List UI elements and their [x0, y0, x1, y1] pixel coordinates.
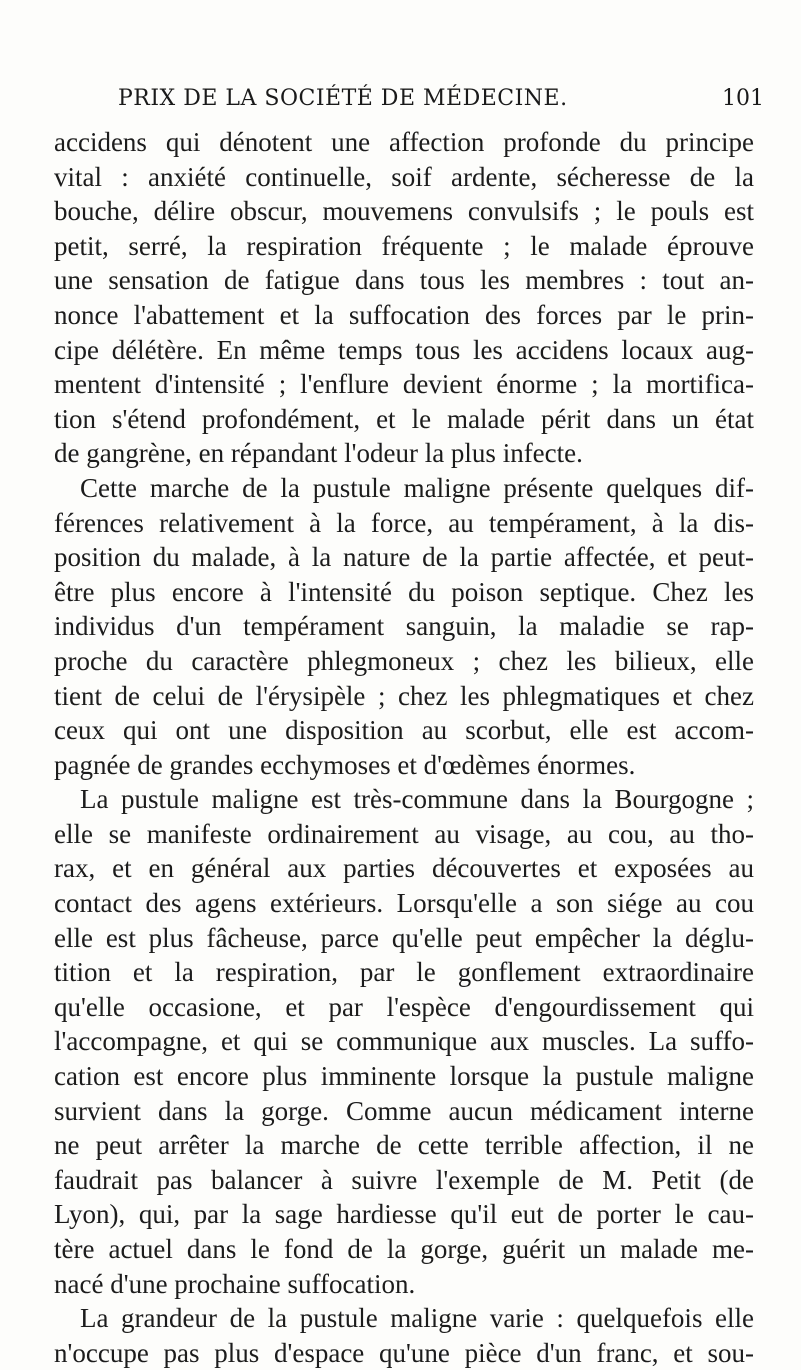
text-line: n'occupe pas plus d'espace qu'une pièce d'un franc, et sou- — [54, 1337, 754, 1368]
text-line: Lyon), qui, par la sage hardiesse qu'il eut de porter le cau- — [54, 1199, 754, 1230]
text-line: pagnée de grandes ecchymoses et d'œdèmes énormes. — [54, 749, 636, 780]
text-line: survient dans la gorge. Comme aucun médicament interne — [54, 1095, 754, 1126]
text-line: position du malade, à la nature de la partie affectée, et peut- — [54, 542, 754, 573]
text-line: cipe délétère. En même temps tous les accidens locaux aug- — [54, 334, 754, 365]
running-title: PRIX DE LA SOCIÉTÉ DE MÉDECINE. — [118, 86, 568, 111]
text-line: l'accompagne, et qui se communique aux muscles. La suffo- — [54, 1026, 754, 1057]
text-line: qu'elle occasione, et par l'espèce d'engourdissement qui — [54, 991, 754, 1022]
text-line: La pustule maligne est très-commune dans la Bourgogne ; — [80, 784, 754, 815]
text-line: mentent d'intensité ; l'enflure devient énorme ; la mortifica- — [54, 369, 754, 400]
page-number: 101 — [722, 86, 764, 111]
text-line: bouche, délire obscur, mouvemens convulsifs ; le pouls est — [54, 196, 754, 227]
text-line: nacé d'une prochaine suffocation. — [54, 1268, 416, 1299]
text-line: proche du caractère phlegmoneux ; chez les bilieux, elle — [54, 645, 754, 676]
text-line: ne peut arrêter la marche de cette terrible affection, il ne — [54, 1130, 754, 1161]
text-line: vital : anxiété continuelle, soif ardente, sécheresse de la — [54, 161, 754, 192]
text-line: tient de celui de l'érysipèle ; chez les phlegmatiques et chez — [54, 680, 754, 711]
text-line: individus d'un tempérament sanguin, la maladie se rap- — [54, 611, 754, 642]
text-line: elle se manifeste ordinairement au visage, au cou, au tho- — [54, 818, 754, 849]
text-line: petit, serré, la respiration fréquente ; le malade éprouve — [54, 230, 754, 261]
text-line: férences relativement à la force, au tempérament, à la dis- — [54, 507, 754, 538]
text-line: tition et la respiration, par le gonflement extraordinaire — [54, 957, 754, 988]
text-line: faudrait pas balancer à suivre l'exemple de M. Petit (de — [54, 1164, 754, 1195]
text-line: contact des agens extérieurs. Lorsqu'elle a son siége au cou — [54, 888, 754, 919]
text-line: cation est encore plus imminente lorsque la pustule maligne — [54, 1061, 754, 1092]
text-line: tère actuel dans le fond de la gorge, guérit un malade me- — [54, 1234, 754, 1264]
text-line: elle est plus fâcheuse, parce qu'elle peut empêcher la déglu- — [54, 922, 754, 953]
text-line: Cette marche de la pustule maligne présente quelques dif- — [80, 472, 754, 503]
text-line: une sensation de fatigue dans tous les membres : tout an- — [54, 265, 754, 296]
body-text — [54, 125, 754, 1370]
text-line: de gangrène, en répandant l'odeur la plus infecte. — [54, 438, 583, 469]
text-line: être plus encore à l'intensité du poison septique. Chez les — [54, 576, 754, 607]
text-line: La grandeur de la pustule maligne varie : quelquefois elle — [80, 1303, 754, 1334]
text-line: nonce l'abattement et la suffocation des forces par le prin- — [54, 299, 754, 330]
text-line: accidens qui dénotent une affection profonde du principe — [54, 127, 754, 157]
text-line: tion s'étend profondément, et le malade périt dans un état — [54, 403, 754, 434]
text-line: rax, et en général aux parties découvertes et exposées au — [54, 853, 754, 884]
running-header — [0, 86, 801, 116]
text-line: ceux qui ont une disposition au scorbut, elle est accom- — [54, 715, 754, 746]
